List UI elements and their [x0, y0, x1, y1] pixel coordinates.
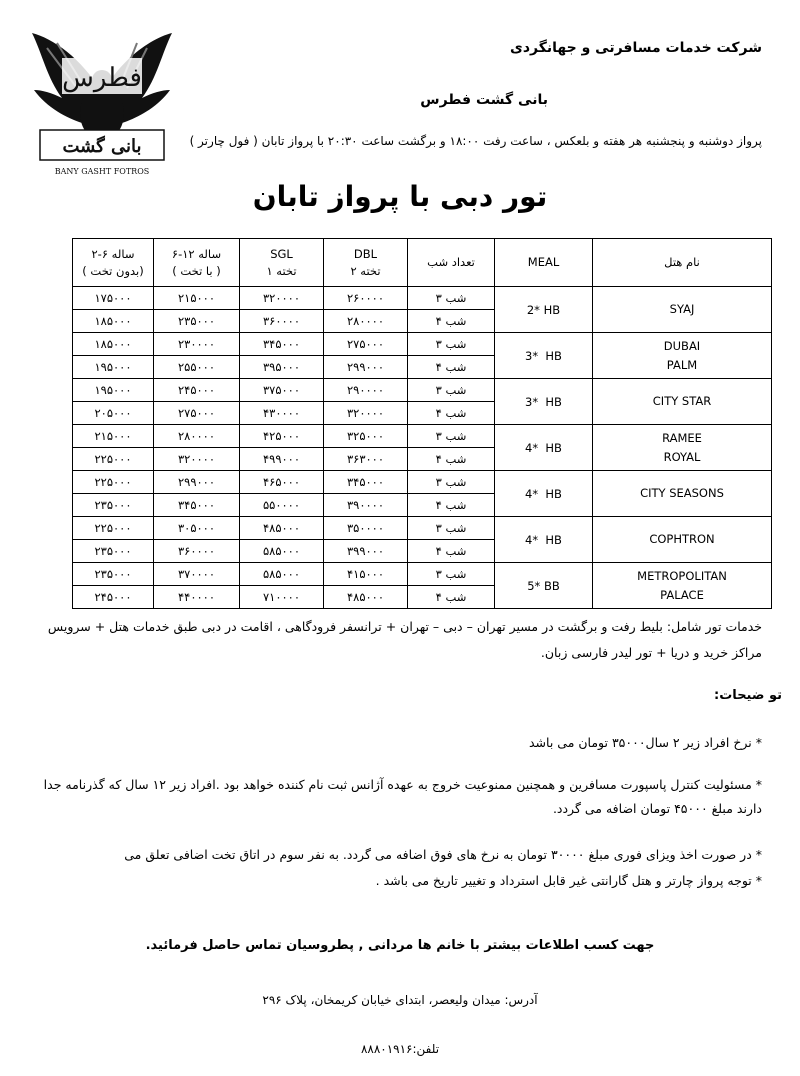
cell-dbl: ۲۹۹۰۰۰ — [324, 356, 408, 379]
hotel-name-line: METROPOLITAN — [637, 568, 727, 583]
hotel-name-line: CITY SEASONS — [640, 486, 724, 500]
logo-script: بانی گشت — [62, 136, 142, 157]
cell-child-bed: ۲۵۵۰۰۰ — [154, 356, 240, 379]
cell-child-bed: ۳۲۰۰۰۰ — [154, 448, 240, 471]
hotel-name-line: SYAJ — [669, 302, 695, 316]
cell-child-nobed: ۲۳۵۰۰۰ — [73, 494, 154, 517]
cell-dbl: ۳۹۰۰۰۰ — [324, 494, 408, 517]
cell-child-bed: ۲۳۰۰۰۰ — [154, 333, 240, 356]
cell-sgl: ۳۹۵۰۰۰ — [240, 356, 324, 379]
hotel-name-line: ROYAL — [663, 449, 701, 464]
cell-sgl: ۵۸۵۰۰۰ — [240, 563, 324, 586]
cell-meal: 5* BB — [495, 563, 593, 609]
cell-child-bed: ۳۴۵۰۰۰ — [154, 494, 240, 517]
tour-services: خدمات تور شامل: بلیط رفت و برگشت در مسیر تهران – دبی – تهران + ترانسفر فرودگاهی ، اقامت در دبی طبق خدمات هتل + سرویس مراکز خرید و دریا + تور لیدر فارسی زبان. — [47, 619, 762, 660]
cell-child-nobed: ۲۲۵۰۰۰ — [73, 471, 154, 494]
cell-meal: 3* HB — [495, 379, 593, 425]
header-nights: تعداد شب — [408, 239, 495, 287]
cell-hotel-name — [593, 287, 772, 333]
cell-nights: ۴ شب — [408, 586, 495, 609]
cell-dbl: ۳۹۹۰۰۰ — [324, 540, 408, 563]
table-row — [73, 471, 772, 494]
cell-sgl: ۳۴۵۰۰۰ — [240, 333, 324, 356]
cell-dbl: ۳۵۰۰۰۰ — [324, 517, 408, 540]
cell-nights: ۴ شب — [408, 402, 495, 425]
cell-meal: 4* HB — [495, 471, 593, 517]
table-row — [73, 379, 772, 402]
cell-child-bed: ۲۷۵۰۰۰ — [154, 402, 240, 425]
cell-meal: 4* HB — [495, 425, 593, 471]
header-sgl: SGL ۱ تخته — [240, 239, 324, 287]
cell-child-bed: ۲۱۵۰۰۰ — [154, 287, 240, 310]
cell-child-nobed: ۱۷۵۰۰۰ — [73, 287, 154, 310]
cell-sgl: ۵۵۰۰۰۰ — [240, 494, 324, 517]
cell-dbl: ۳۲۵۰۰۰ — [324, 425, 408, 448]
cell-sgl: ۳۷۵۰۰۰ — [240, 379, 324, 402]
cell-child-nobed: ۲۲۵۰۰۰ — [73, 517, 154, 540]
table-row — [73, 287, 772, 310]
cell-nights: ۳ شب — [408, 517, 495, 540]
cell-child-nobed: ۱۸۵۰۰۰ — [73, 310, 154, 333]
company-logo — [22, 18, 182, 178]
cell-sgl: ۳۲۰۰۰۰ — [240, 287, 324, 310]
cell-nights: ۴ شب — [408, 494, 495, 517]
cell-nights: ۳ شب — [408, 287, 495, 310]
note-item: * توجه پرواز چارتر و هتل گارانتی غیر قابل استرداد و تغییر تاریخ می باشد . — [375, 873, 762, 888]
address: آدرس: میدان ولیعصر، ابتدای خیابان کریمخان، پلاک ۲۹۶ — [262, 993, 538, 1007]
cell-meal: 4* HB — [495, 517, 593, 563]
header-hotel: نام هتل — [593, 239, 772, 287]
header-child-nobed: ۲-۶ ساله ( بدون تخت) — [73, 239, 154, 287]
cell-nights: ۳ شب — [408, 379, 495, 402]
cell-child-nobed: ۱۹۵۰۰۰ — [73, 356, 154, 379]
cell-child-nobed: ۲۰۵۰۰۰ — [73, 402, 154, 425]
cell-nights: ۴ شب — [408, 310, 495, 333]
logo-caption: BANY GASHT FOTROS — [54, 167, 150, 176]
flight-info: پرواز دوشنبه و پنجشنبه هر هفته و بلعکس ، ساعت رفت ۱۸:۰۰ و برگشت ساعت ۲۰:۳۰ با پرواز تابان ( فول چارتر ) — [189, 134, 762, 148]
cell-sgl: ۴۹۹۰۰۰ — [240, 448, 324, 471]
table-row — [73, 563, 772, 586]
cell-child-nobed: ۲۴۵۰۰۰ — [73, 586, 154, 609]
cell-sgl: ۴۲۵۰۰۰ — [240, 425, 324, 448]
cell-dbl: ۲۷۵۰۰۰ — [324, 333, 408, 356]
company-name: شرکت خدمات مسافرتی و جهانگردی — [510, 40, 762, 56]
cell-dbl: ۳۴۵۰۰۰ — [324, 471, 408, 494]
table-header-row — [73, 239, 772, 287]
cell-dbl: ۳۲۰۰۰۰ — [324, 402, 408, 425]
cell-nights: ۳ شب — [408, 333, 495, 356]
cell-child-bed: ۲۳۵۰۰۰ — [154, 310, 240, 333]
cell-sgl: ۴۸۵۰۰۰ — [240, 517, 324, 540]
cell-child-bed: ۲۹۹۰۰۰ — [154, 471, 240, 494]
cell-child-nobed: ۲۳۵۰۰۰ — [73, 563, 154, 586]
cell-sgl: ۷۱۰۰۰۰ — [240, 586, 324, 609]
cell-hotel-name — [593, 333, 772, 379]
hotel-name-line: DUBAI — [663, 338, 701, 353]
cell-dbl: ۲۸۰۰۰۰ — [324, 310, 408, 333]
cell-sgl: ۳۶۰۰۰۰ — [240, 310, 324, 333]
cell-hotel-name — [593, 517, 772, 563]
hotel-name-line: RAMEE — [662, 430, 702, 445]
cell-sgl: ۴۳۰۰۰۰ — [240, 402, 324, 425]
cell-nights: ۴ شب — [408, 448, 495, 471]
cell-nights: ۳ شب — [408, 425, 495, 448]
cell-dbl: ۴۱۵۰۰۰ — [324, 563, 408, 586]
cell-child-nobed: ۱۸۵۰۰۰ — [73, 333, 154, 356]
brand-name: بانی گشت فطرس — [420, 92, 548, 108]
cell-child-bed: ۳۷۰۰۰۰ — [154, 563, 240, 586]
note-item: * در صورت اخذ ویزای فوری مبلغ ۳۰۰۰۰ تومان به نرخ های فوق اضافه می گردد. به نفر سوم در اتاق تخت اضافی تعلق می — [124, 847, 762, 862]
cell-child-bed: ۲۸۰۰۰۰ — [154, 425, 240, 448]
cell-meal: 2* HB — [495, 287, 593, 333]
cell-child-bed: ۴۴۰۰۰۰ — [154, 586, 240, 609]
cell-hotel-name — [593, 425, 772, 471]
table-row — [73, 333, 772, 356]
cell-dbl: ۳۶۳۰۰۰ — [324, 448, 408, 471]
note-item: * نرخ افراد زیر ۲ سال۳۵۰۰۰ تومان می باشد — [528, 735, 762, 750]
cell-child-nobed: ۲۱۵۰۰۰ — [73, 425, 154, 448]
cell-child-bed: ۳۰۵۰۰۰ — [154, 517, 240, 540]
cell-dbl: ۲۶۰۰۰۰ — [324, 287, 408, 310]
phone: تلفن:۸۸۸۰۱۹۱۶ — [360, 1042, 440, 1056]
price-table — [72, 238, 772, 609]
hotel-name-line: PALM — [666, 357, 698, 372]
logo-text: فطرس — [62, 63, 142, 93]
cell-child-bed: ۲۴۵۰۰۰ — [154, 379, 240, 402]
header-child-bed: ۶-۱۲ ساله ( با تخت ) — [154, 239, 240, 287]
hotel-name-line: CITY STAR — [652, 394, 712, 408]
cell-hotel-name — [593, 471, 772, 517]
cell-meal: 3* HB — [495, 333, 593, 379]
cell-nights: ۴ شب — [408, 356, 495, 379]
cell-sgl: ۴۶۵۰۰۰ — [240, 471, 324, 494]
page-title: تور دبی با پرواز تابان — [252, 180, 548, 213]
note-item: * مسئولیت کنترل پاسپورت مسافرین و همچنین ممنوعیت خروج به عهده آژانس ثبت نام کننده خواهد بود .افراد زیر ۱۲ سال که گذرنامه جدا دارند مبلغ ۴۵۰۰۰ تومان اضافه می گردد. — [43, 777, 762, 816]
header-dbl: DBL ۲ تخته — [324, 239, 408, 287]
cell-child-nobed: ۲۳۵۰۰۰ — [73, 540, 154, 563]
cell-child-bed: ۳۶۰۰۰۰ — [154, 540, 240, 563]
cell-nights: ۴ شب — [408, 540, 495, 563]
cell-hotel-name — [593, 379, 772, 425]
cell-hotel-name — [593, 563, 772, 609]
contact-info: جهت کسب اطلاعات بیشتر با خانم ها مردانی , پطروسیان تماس حاصل فرمائید. — [145, 938, 655, 953]
notes-heading: تو ضیحات: — [714, 688, 782, 703]
cell-child-nobed: ۱۹۵۰۰۰ — [73, 379, 154, 402]
cell-sgl: ۵۸۵۰۰۰ — [240, 540, 324, 563]
cell-nights: ۳ شب — [408, 563, 495, 586]
header-meal: MEAL — [495, 239, 593, 287]
cell-dbl: ۲۹۰۰۰۰ — [324, 379, 408, 402]
cell-child-nobed: ۲۲۵۰۰۰ — [73, 448, 154, 471]
hotel-name-line: PALACE — [660, 587, 704, 602]
table-row — [73, 517, 772, 540]
cell-nights: ۳ شب — [408, 471, 495, 494]
table-row — [73, 425, 772, 448]
cell-dbl: ۴۸۵۰۰۰ — [324, 586, 408, 609]
hotel-name-line: COPHTRON — [649, 532, 715, 546]
